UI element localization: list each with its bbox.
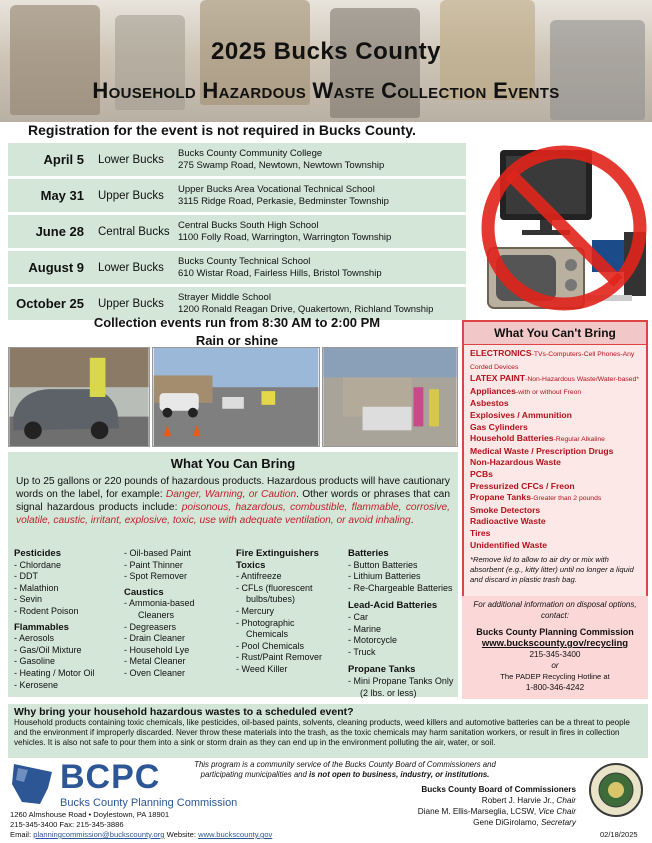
item: - Degreasers — [124, 621, 177, 632]
item: - Metal Cleaner — [124, 656, 186, 667]
no-electronics-icon — [474, 140, 652, 315]
sub-title: Household Hazardous Waste Collection Events — [92, 78, 560, 103]
event-date: October 25 — [16, 296, 84, 311]
event-area: Upper Bucks — [98, 297, 164, 310]
cant-bring-item: Smoke Detectors — [470, 504, 541, 515]
intro-text: . Other words or phrases that can signal hazardous products include: — [16, 489, 450, 513]
item: - Gas/Oil Mixture — [14, 644, 82, 655]
event-address: 1100 Folly Road, Warrington, Warrington Township — [178, 231, 392, 243]
bcpc-contact-line — [10, 830, 272, 839]
item-main: ELECTRONICS — [470, 348, 532, 358]
cant-bring-item: Explosives / Ammunition — [470, 409, 572, 420]
category-heading: Propane Tanks — [348, 664, 416, 676]
cant-bring-item — [464, 386, 646, 399]
item: - Car — [348, 611, 368, 622]
intro-phrases: poisonous, hazardous, combustible, flammable, corrosive, volatile, caustic, irritant, explosive, toxic, use with adequate ventilation, or avoid inhaling — [16, 502, 450, 526]
commissioner-name: Diane M. Ellis-Marseglia, LCSW, — [417, 807, 539, 816]
category-heading: Flammables — [14, 621, 69, 633]
event-address: 1200 Ronald Reagan Drive, Quakertown, Richland Township — [178, 303, 434, 315]
item-sub: -with or without Freon — [515, 388, 582, 396]
hotline-phone: 1-800-346-4242 — [525, 683, 585, 692]
item: bulbs/tubes) — [246, 594, 296, 605]
county-seal-icon — [588, 762, 644, 818]
bcpc-address: 1260 Almshouse Road • Doylestown, PA 18901 — [10, 810, 170, 819]
registration-note: Registration for the event is not required in Bucks County. — [28, 122, 416, 138]
event-area: Upper Bucks — [98, 189, 164, 202]
item: (2 lbs. or less) — [360, 687, 417, 698]
main-title: 2025 Bucks County — [211, 38, 441, 65]
can-bring-title: What You Can Bring — [170, 456, 296, 471]
website-label: Website: — [166, 830, 197, 839]
event-venue: Bucks County Technical School — [178, 255, 311, 267]
item: - Household Lye — [124, 644, 190, 655]
service-note — [180, 760, 510, 780]
email-label: Email: — [10, 830, 32, 839]
intro-examples: Danger, Warning, or Caution — [165, 489, 297, 500]
event-address: 3115 Ridge Road, Perkasie, Bedminster Township — [178, 195, 389, 207]
item: - Drain Cleaner — [124, 633, 186, 644]
item: - Spot Remover — [124, 571, 188, 582]
category-heading: Fire Extinguishers — [236, 548, 319, 559]
item: - Rust/Paint Remover — [236, 652, 323, 663]
event-venue: Bucks County Community College — [178, 147, 323, 159]
service-note-text: This program is a community service of the Bucks County Board of Commissioners and participating municipalities and — [194, 760, 496, 779]
category-heading: Pesticides — [14, 548, 61, 559]
commissioner-name: Gene DiGirolamo, — [473, 818, 541, 827]
commissioner-name: Robert J. Harvie Jr., — [481, 796, 557, 805]
board-title: Bucks County Board of Commissioners — [421, 785, 576, 794]
print-date: 02/18/2025 — [600, 830, 638, 839]
event-date: April 5 — [43, 152, 84, 167]
category-heading: Caustics — [124, 586, 164, 598]
item: - Lithium Batteries — [348, 571, 421, 582]
item: - Mercury — [236, 605, 274, 616]
event-date: June 28 — [35, 224, 84, 239]
contact-phone: 215-345-3400 — [529, 650, 581, 659]
bcpc-phones: 215-345-3400 Fax: 215-345-3886 — [10, 820, 124, 829]
event-area: Lower Bucks — [98, 153, 164, 166]
commissioner — [380, 795, 576, 806]
cant-bring-item: Radioactive Waste — [470, 516, 546, 527]
cant-bring-item: PCBs — [470, 468, 493, 479]
item-sub: -Non-Hazardous Waste/Water-based* — [525, 376, 640, 384]
event-venue: Central Bucks South High School — [178, 219, 319, 231]
service-note-emphasis: is not open to business, industry, or institutions. — [309, 770, 490, 779]
item: - Oven Cleaner — [124, 667, 186, 678]
cant-bring-title: What You Can't Bring — [464, 322, 646, 345]
can-bring-column — [124, 544, 234, 680]
item: - Marine — [348, 623, 382, 634]
intro-text: . — [410, 515, 414, 526]
padep-label: The PADEP Recycling Hotline at — [500, 672, 610, 681]
cant-bring-item — [464, 433, 646, 446]
cant-bring-item — [464, 348, 646, 373]
event-row — [8, 250, 466, 284]
can-bring-column — [236, 544, 348, 676]
cant-bring-item: Asbestos — [470, 398, 509, 409]
contact-org: Bucks County Planning Commission — [476, 627, 634, 637]
latex-paint-note: *Remove lid to allow to air dry or mix with absorbent (e.g., kitty litter) until no longer a liquid and discard in plastic trash bag. — [470, 555, 634, 585]
event-hours: Collection events run from 8:30 AM to 2:00 PM — [93, 315, 381, 330]
item-main: Household Batteries — [470, 433, 554, 444]
cant-bring-item — [464, 373, 646, 386]
item: - Kerosene — [14, 679, 59, 690]
event-address: 275 Swamp Road, Newtown, Newtown Township — [178, 159, 385, 171]
commissioner-role: Vice Chair — [538, 807, 576, 816]
county-map-icon — [8, 762, 58, 806]
item-main: Propane Tanks — [470, 492, 531, 503]
commissioner-role: Chair — [556, 796, 576, 805]
contact-or: or — [551, 661, 559, 670]
can-bring-intro — [8, 475, 458, 527]
header-banner — [0, 0, 652, 122]
can-bring-column — [14, 544, 124, 691]
bcpc-logo: BCPC — [60, 758, 161, 796]
cant-bring-item: Medical Waste / Prescription Drugs — [470, 445, 614, 456]
cant-bring-item: Unidentified Waste — [470, 539, 548, 550]
item: - Sevin — [14, 594, 43, 605]
event-venue: Upper Bucks Area Vocational Technical School — [178, 183, 375, 195]
item-sub: -TVs-Computers-Cell Phones-Any Corded Devices — [470, 351, 635, 371]
event-address: 610 Wistar Road, Fairless Hills, Bristol Township — [178, 267, 382, 279]
event-photo — [322, 347, 458, 447]
item: - Button Batteries — [348, 559, 418, 570]
contact-intro: For additional information on disposal options, contact: — [473, 600, 637, 620]
commissioner — [380, 817, 576, 828]
cant-bring-item: Tires — [470, 527, 491, 538]
item: - Chlordane — [14, 559, 62, 570]
category-heading: Lead-Acid Batteries — [348, 600, 438, 612]
event-area: Central Bucks — [98, 225, 170, 238]
item-main: LATEX PAINT — [470, 373, 526, 384]
item: - Aerosols — [14, 633, 55, 644]
item: - CFLs (fluorescent — [236, 582, 313, 593]
item: - Gasoline — [14, 656, 56, 667]
events-table — [8, 142, 466, 322]
item: - Ammonia-based — [124, 598, 195, 609]
event-times — [8, 314, 466, 350]
item: - Heating / Motor Oil — [14, 667, 95, 678]
item-sub: -Greater than 2 pounds — [530, 495, 602, 503]
cant-bring-item: Pressurized CFCs / Freon — [470, 480, 575, 491]
item: - Oil-based Paint — [124, 548, 192, 558]
rain-note: Rain or shine — [195, 333, 279, 348]
event-row — [8, 142, 466, 176]
bcpc-logo-sub: Bucks County Planning Commission — [60, 797, 238, 809]
commissioners-block — [380, 784, 576, 828]
can-bring-column — [348, 544, 458, 699]
item: - Malathion — [14, 582, 59, 593]
item: Chemicals — [246, 629, 289, 640]
item: - Paint Thinner — [124, 559, 183, 570]
event-area: Lower Bucks — [98, 261, 164, 274]
event-photo — [8, 347, 150, 447]
category-heading: Batteries — [348, 548, 389, 559]
item-main: Appliances — [470, 385, 516, 396]
intro-text: Up to 25 gallons or 220 pounds of hazardous products. Hazardous products will have cautionary words on the label, for example: — [16, 476, 450, 500]
item: - Truck — [348, 646, 376, 657]
cant-bring-item: Non-Hazardous Waste — [470, 457, 561, 468]
item: - Antifreeze — [236, 571, 282, 582]
event-row — [8, 178, 466, 212]
why-text: Household products containing toxic chemicals, like pesticides, oil-based paints, solvents, cleaning products, weed killers and automotive batteries can be a threat to people and the environment if improperly discarded. Never throw these materials into the trash, as the toxic chemicals may harm sanitation workers, or result in fires in collection vehicles. It is also not safe to pour them into a sink or storm drain as they can end up in the environment polluting the air, water, or soil. — [14, 718, 630, 747]
item: Cleaners — [138, 609, 175, 620]
commissioner-role: Secretary — [540, 818, 576, 827]
email-link[interactable]: planningcommission@buckscounty.org — [33, 830, 165, 839]
item: - Pool Chemicals — [236, 640, 305, 651]
commissioner — [380, 806, 576, 817]
event-date: May 31 — [40, 188, 84, 203]
item: - Motorcycle — [348, 635, 398, 646]
contact-panel — [462, 596, 648, 699]
item-sub: -Regular Alkaline — [553, 436, 605, 444]
cant-bring-list — [464, 345, 646, 551]
item: - Rodent Poison — [14, 605, 79, 616]
why-title: Why bring your household hazardous wastes to a scheduled event? — [14, 706, 354, 718]
item: - Photographic — [236, 617, 295, 628]
website-link[interactable]: www.buckscounty.gov — [198, 830, 273, 839]
event-venue: Strayer Middle School — [178, 291, 271, 303]
item: - DDT — [14, 571, 38, 582]
item: - Weed Killer — [236, 663, 288, 674]
category-heading: Toxics — [236, 559, 266, 571]
cant-bring-item — [464, 492, 646, 505]
recycling-link[interactable]: www.buckscounty.gov/recycling — [481, 638, 629, 649]
can-bring-panel — [8, 452, 458, 697]
event-date: August 9 — [28, 260, 84, 275]
item: - Mini Propane Tanks Only — [348, 675, 454, 686]
why-panel — [8, 704, 648, 758]
event-photo — [152, 347, 320, 447]
item: - Re-Chargeable Batteries — [348, 582, 453, 593]
event-row — [8, 214, 466, 248]
cant-bring-item: Gas Cylinders — [470, 421, 528, 432]
